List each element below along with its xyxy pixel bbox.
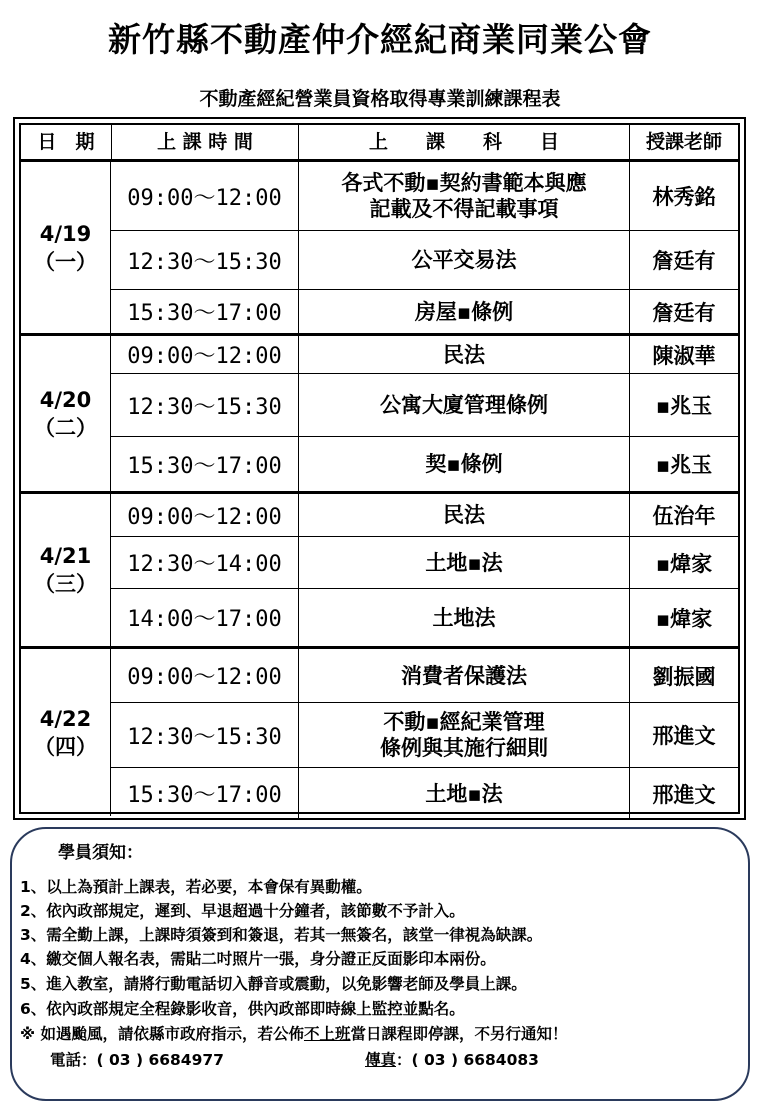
day-block: [21, 646, 738, 816]
teacher-cell: ▪煒家: [629, 537, 738, 588]
table-row: [111, 230, 738, 289]
note-item: 6、依內政部規定全程錄影收音，供內政部即時線上監控並點名。: [20, 1000, 465, 1018]
header-teacher: 授課老師: [629, 125, 738, 159]
table-row: [111, 336, 738, 373]
subject-cell: 土地▪法: [298, 537, 629, 588]
time-cell: 09:00～12:00: [127, 665, 282, 690]
day-block: [21, 162, 738, 333]
subject-cell: 土地法: [298, 589, 629, 646]
teacher-cell: 詹廷有: [629, 290, 738, 333]
weekday-label: （一）: [34, 249, 97, 274]
weekday-label: （二）: [34, 415, 97, 440]
subject-cell: 公寓大廈管理條例: [298, 374, 629, 436]
phone-contact: 電話：( 03 ) 6684977: [50, 1051, 224, 1069]
teacher-cell: 伍治年: [629, 494, 738, 536]
time-cell: 12:30～15:30: [127, 724, 282, 750]
time-cell: 15:30～17:00: [127, 453, 282, 479]
time-cell: 15:30～17:00: [127, 783, 282, 808]
subject-cell: 不動▪經紀業管理 條例與其施行細則: [298, 703, 629, 767]
note-item: 1、以上為預計上課表，若必要，本會保有異動權。: [20, 878, 372, 896]
date-cell: [21, 649, 111, 816]
date-cell: [21, 162, 111, 333]
time-cell: 09:00～12:00: [127, 344, 282, 369]
table-row: [111, 536, 738, 588]
teacher-cell: ▪兆玉: [629, 374, 738, 436]
teacher-cell: 詹廷有: [629, 231, 738, 289]
date-label: 4/19: [39, 221, 92, 246]
date-label: 4/20: [39, 387, 92, 412]
table-header: [21, 125, 738, 162]
teacher-cell: 邢進文: [629, 703, 738, 767]
teacher-cell: 邢進文: [629, 768, 738, 819]
teacher-cell: 劉振國: [629, 649, 738, 702]
note-item: 2、依內政部規定，遲到、早退超過十分鐘者，該節數不予計入。: [20, 902, 465, 920]
header-time: 上 課 時 間: [111, 125, 298, 159]
header-subject: 上 課 科 目: [298, 125, 629, 159]
time-cell: 09:00～12:00: [127, 185, 282, 211]
subject-cell: 公平交易法: [298, 231, 629, 289]
weekday-label: （四）: [34, 734, 97, 759]
table-row: [111, 588, 738, 646]
day-block: [21, 491, 738, 646]
header-date: 日 期: [37, 131, 95, 153]
subject-cell: 民法: [298, 494, 629, 536]
subject-cell: 房屋▪條例: [298, 290, 629, 333]
date-cell: [21, 494, 111, 646]
subject-cell: 各式不動▪契約書範本與應 記載及不得記載事項: [298, 162, 629, 230]
page-subtitle: 不動產經紀營業員資格取得專業訓練課程表: [199, 88, 561, 110]
time-cell: 12:30～15:30: [127, 394, 282, 420]
day-block: [21, 333, 738, 491]
typhoon-note: ※ 如遇颱風，請依縣市政府指示，若公佈不上班當日課程即停課，不另行通知！: [20, 1025, 568, 1043]
teacher-cell: 陳淑華: [629, 336, 738, 373]
table-row: [111, 289, 738, 333]
page-title: 新竹縣不動產仲介經紀商業同業公會: [108, 20, 652, 59]
time-cell: 15:30～17:00: [127, 301, 282, 326]
date-label: 4/21: [39, 544, 92, 568]
table-row: [111, 767, 738, 819]
note-item: 3、需全勤上課，上課時須簽到和簽退，若其一無簽名，該堂一律視為缺課。: [20, 926, 543, 944]
subject-cell: 契▪條例: [298, 437, 629, 491]
teacher-cell: 林秀銘: [629, 162, 738, 230]
subject-cell: 土地▪法: [298, 768, 629, 819]
time-cell: 12:30～15:30: [127, 249, 282, 275]
weekday-label: （三）: [34, 572, 97, 596]
schedule-table: [13, 117, 746, 820]
table-row: [111, 649, 738, 702]
table-row: [111, 162, 738, 230]
teacher-cell: ▪兆玉: [629, 437, 738, 491]
table-row: [111, 494, 738, 536]
subject-cell: 民法: [298, 336, 629, 373]
table-row: [111, 373, 738, 436]
subject-cell: 消費者保護法: [298, 649, 629, 702]
time-cell: 12:30～14:00: [127, 552, 282, 577]
teacher-cell: ▪煒家: [629, 589, 738, 646]
date-cell: [21, 336, 111, 491]
time-cell: 14:00～17:00: [127, 607, 282, 632]
table-row: [111, 702, 738, 767]
time-cell: 09:00～12:00: [127, 504, 282, 530]
notes-title: 學員須知：: [58, 843, 143, 863]
date-label: 4/22: [39, 706, 92, 731]
table-row: [111, 436, 738, 491]
fax-contact: 傳真：( 03 ) 6684083: [365, 1051, 539, 1069]
note-item: 5、進入教室，請將行動電話切入靜音或震動，以免影響老師及學員上課。: [20, 975, 527, 993]
note-item: 4、繳交個人報名表，需貼二吋照片一張，身分證正反面影印本兩份。: [20, 950, 496, 968]
notes-box: [10, 827, 750, 1101]
